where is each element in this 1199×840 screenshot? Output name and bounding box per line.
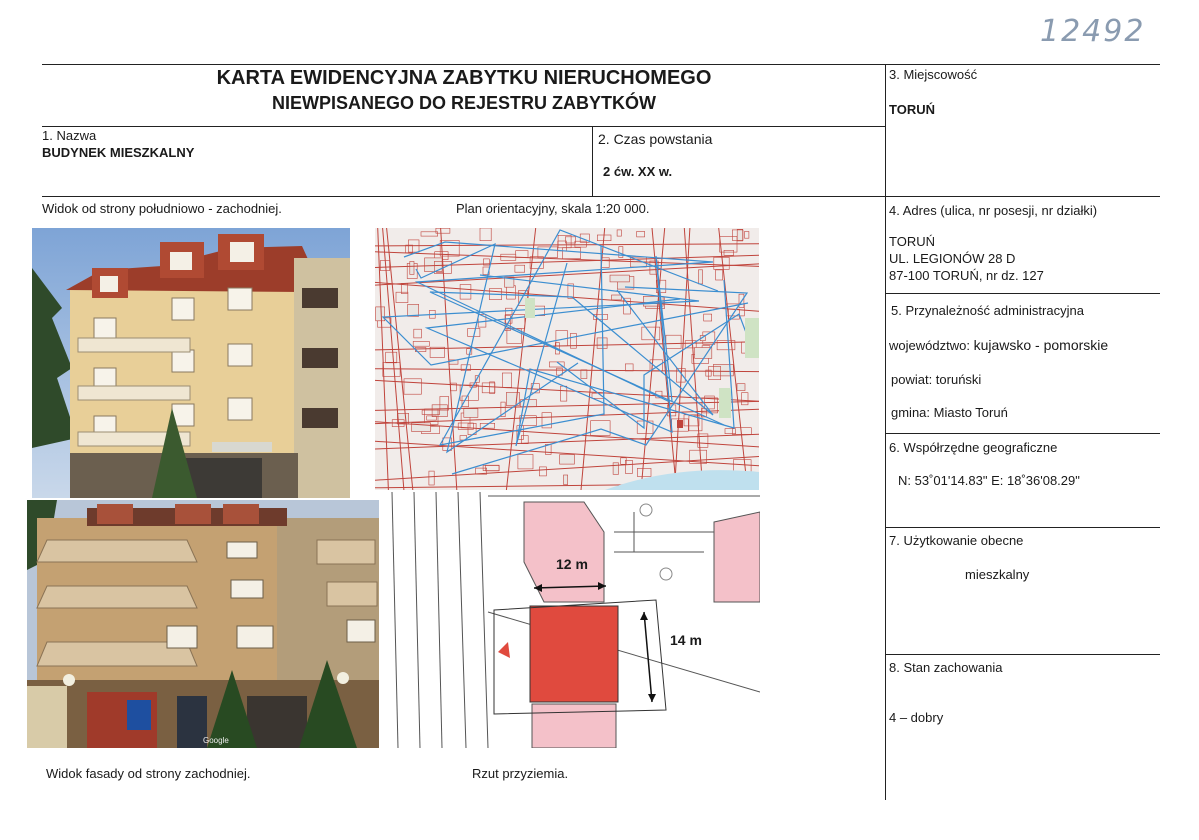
usage-label: 7. Użytkowanie obecne	[889, 533, 1024, 548]
locality-label: 3. Miejscowość	[889, 67, 978, 82]
address-line-1: TORUŃ	[889, 234, 935, 249]
google-watermark: Google	[203, 736, 229, 745]
caption-ground-plan: Rzut przyziemia.	[472, 766, 569, 781]
coords-value: N: 53˚01'14.83" E: 18˚36'08.29"	[898, 473, 1080, 488]
photo-southwest-view	[32, 228, 350, 498]
voivodeship-value: kujawsko - pomorskie	[973, 337, 1109, 353]
commune-value: gmina: Miasto Toruń	[891, 405, 1008, 420]
condition-label: 8. Stan zachowania	[889, 660, 1003, 675]
address-bottom-line	[885, 293, 1160, 294]
right-column-divider	[885, 64, 886, 800]
map-orientation-plan	[375, 228, 759, 490]
handwritten-inventory-number: 12492	[1040, 14, 1146, 49]
voivodeship-row	[889, 337, 1108, 353]
name-row-bottom-line	[42, 196, 1160, 197]
name-value: BUDYNEK MIESZKALNY	[42, 145, 195, 160]
coords-label: 6. Współrzędne geograficzne	[889, 440, 1058, 455]
usage-bottom-line	[885, 654, 1160, 655]
address-line-2: UL. LEGIONÓW 28 D	[889, 251, 1016, 266]
address-label: 4. Adres (ulica, nr posesji, nr działki)	[889, 203, 1098, 218]
usage-value: mieszkalny	[965, 567, 1030, 582]
admin-bottom-line	[885, 433, 1160, 434]
period-label: 2. Czas powstania	[598, 131, 713, 147]
caption-view-southwest: Widok od strony południowo - zachodniej.	[42, 201, 282, 216]
address-line-3: 87-100 TORUŃ, nr dz. 127	[889, 268, 1044, 283]
card-subtitle: NIEWPISANEGO DO REJESTRU ZABYTKÓW	[271, 93, 657, 113]
condition-value: 4 – dobry	[889, 710, 944, 725]
name-label: 1. Nazwa	[42, 128, 97, 143]
period-value: 2 ćw. XX w.	[603, 164, 673, 179]
admin-label: 5. Przynależność administracyjna	[891, 303, 1084, 318]
width-dimension-label: 12 m	[556, 556, 588, 572]
frame-top-line	[42, 64, 1160, 65]
ground-plan-drawing	[384, 492, 760, 748]
depth-dimension-label: 14 m	[670, 632, 702, 648]
voivodeship-label: województwo:	[889, 338, 970, 353]
locality-value: TORUŃ	[889, 102, 935, 117]
title-bottom-line	[42, 126, 886, 127]
photo-west-facade	[27, 500, 379, 748]
card-title: KARTA EWIDENCYJNA ZABYTKU NIERUCHOMEGO	[216, 67, 712, 89]
caption-view-west: Widok fasady od strony zachodniej.	[46, 766, 251, 781]
caption-orientation-plan: Plan orientacyjny, skala 1:20 000.	[456, 201, 650, 216]
county-value: powiat: toruński	[891, 372, 982, 387]
coords-bottom-line	[885, 527, 1160, 528]
name-period-divider	[592, 126, 593, 196]
